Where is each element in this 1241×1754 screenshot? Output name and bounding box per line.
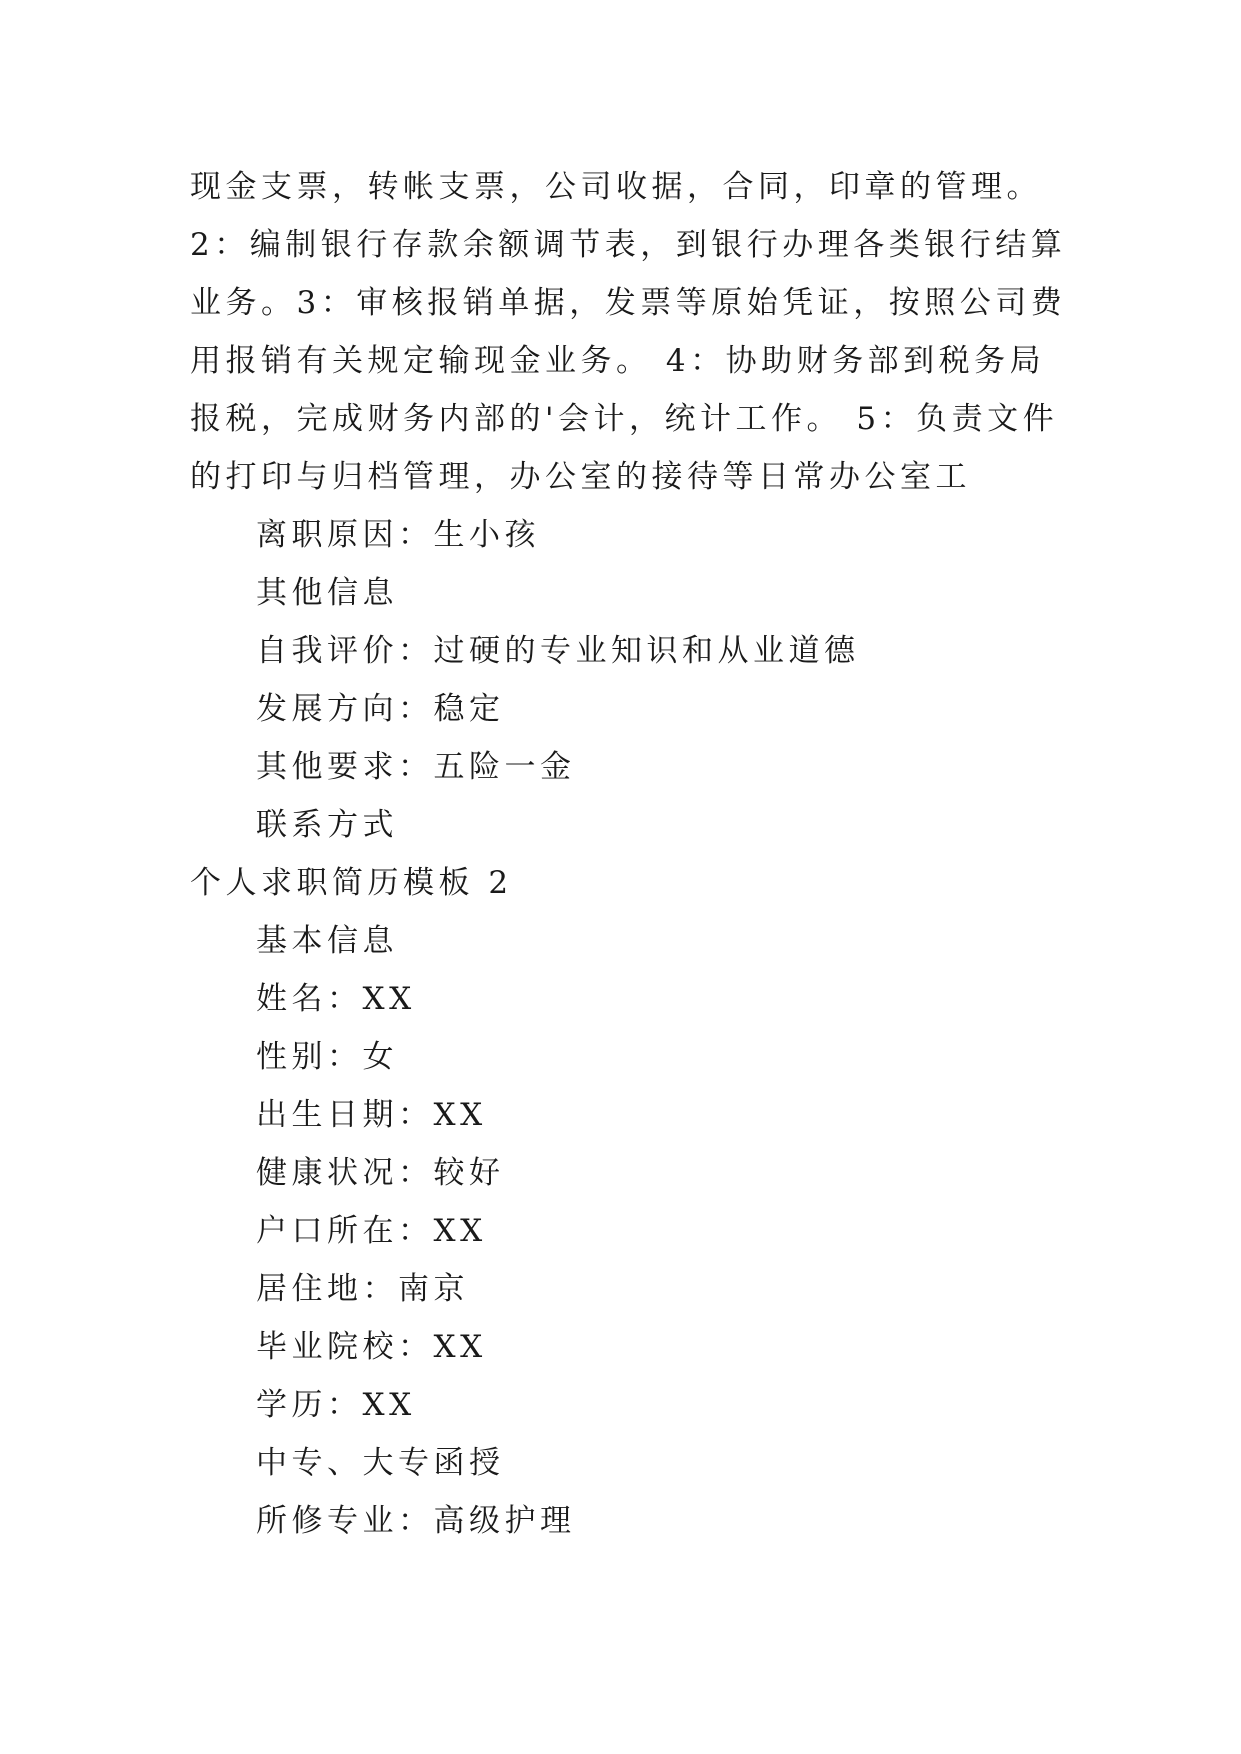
document-body [190, 158, 1070, 1550]
career-direction-line: 发展方向：稳定 [256, 691, 505, 727]
health-status-line: 健康状况：较好 [256, 1155, 505, 1191]
name-line: 姓名：XX [256, 981, 416, 1017]
basic-info-heading: 基本信息 [256, 923, 398, 959]
self-evaluation-line: 自我评价：过硬的专业知识和从业道德 [256, 633, 860, 669]
residence-line: 居住地：南京 [256, 1271, 469, 1307]
school-line: 毕业院校：XX [256, 1329, 487, 1365]
leaving-reason-line: 离职原因：生小孩 [256, 517, 540, 553]
education-type-line: 中专、大专函授 [256, 1445, 505, 1481]
education-line: 学历：XX [256, 1387, 416, 1423]
template-2-title: 个人求职简历模板 2 [190, 865, 513, 901]
gender-line: 性别：女 [256, 1039, 398, 1075]
birth-date-line: 出生日期：XX [256, 1097, 487, 1133]
major-line: 所修专业：高级护理 [256, 1503, 576, 1539]
other-requirements-line: 其他要求：五险一金 [256, 749, 576, 785]
household-registration-line: 户口所在：XX [256, 1213, 487, 1249]
job-duties-paragraph: 现金支票，转帐支票，公司收据，合同，印章的管理。 2：编制银行存款余额调节表，到银行办理各类银行结算业务。3：审核报销单据，发票等原始凭证，按照公司费用报销有关规定输现金业务。 4：协助财务部到税务局报税，完成财务内部的'会计，统计工作。 5：负责文件的打印与归档管理，办公室的接待等日常办公室工 [190, 169, 1067, 495]
other-info-heading: 其他信息 [256, 575, 398, 611]
contact-heading: 联系方式 [256, 807, 398, 843]
